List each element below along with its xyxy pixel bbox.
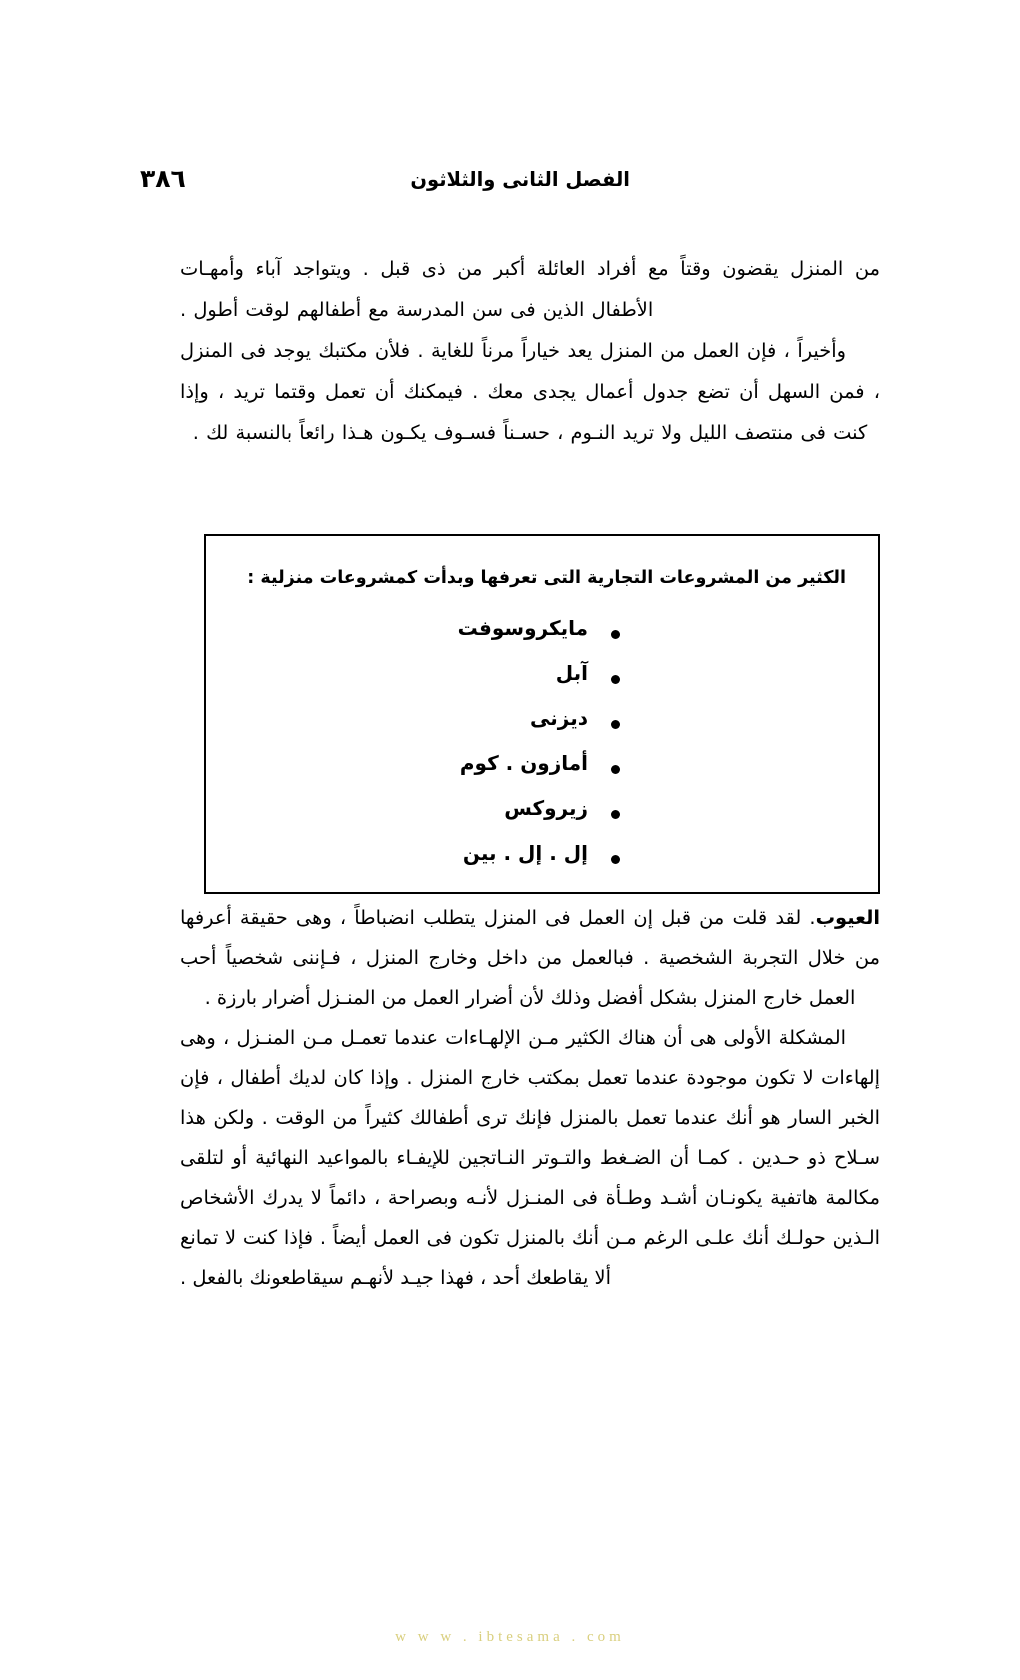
list-item — [206, 796, 878, 841]
list-item-label: آبل — [555, 661, 588, 685]
body-text-bottom — [180, 898, 880, 1298]
callout-box — [204, 534, 880, 894]
list-item — [206, 661, 878, 706]
list-item-label: مايكروسوفت — [457, 616, 588, 640]
list-item-label: زيروكس — [504, 796, 588, 820]
callout-company-list — [206, 616, 878, 886]
site-watermark: w w w . ibtesama . com — [395, 1629, 625, 1645]
paragraph-disadvantages-text: . لقد قلت من قبل إن العمل فى المنزل يتطلب انضباطاً ، وهى حقيقة أعرفها من خلال التجربة الشخصية . فبالعمل من داخل وخارج المنزل ، فـإننى شخصياً أحب العمل خارج المنزل بشكل أفضل وذلك لأن أضرار العمل من المنـزل أضرار بارزة . — [180, 906, 880, 1009]
paragraph-disadvantages — [180, 898, 880, 1018]
bullet-dot-icon — [611, 675, 620, 684]
body-text-top — [180, 248, 880, 453]
list-item — [206, 841, 878, 886]
list-item — [206, 706, 878, 751]
list-item-label: ديزنى — [530, 706, 588, 730]
paragraph-flexibility: وأخيراً ، فإن العمل من المنزل يعد خياراً مرناً للغاية . فلأن مكتبك يوجد فى المنزل ، فمن السهل أن تضع جدول أعمال يجدى معك . فيمكنك أن تعمل وقتما تريد ، وإذا كنت فى منتصف الليل ولا تريد النـوم ، حسـناً فسـوف يكـون هـذا رائعاً بالنسبة لك . — [180, 339, 880, 444]
list-item-label: إل . إل . بين — [462, 841, 588, 865]
bullet-dot-icon — [611, 810, 620, 819]
bullet-dot-icon — [611, 765, 620, 774]
page-number: ٣٨٦ — [140, 164, 186, 193]
callout-heading: الكثير من المشروعات التجارية التى تعرفها وبدأت كمشروعات منزلية : — [247, 568, 846, 588]
running-head — [140, 164, 880, 202]
section-label: العيوب — [815, 906, 880, 929]
list-item — [206, 751, 878, 796]
paragraph-continued: من المنزل يقضون وقتاً مع أفراد العائلة أكبر من ذى قبل . ويتواجد آباء وأمهـات الأطفال الذين فى سن المدرسة مع أطفالهم لوقت أطول . — [180, 257, 880, 321]
bullet-dot-icon — [611, 855, 620, 864]
bullet-dot-icon — [611, 720, 620, 729]
chapter-title: الفصل الثانى والثلاثون — [410, 168, 630, 191]
paragraph-distractions: المشكلة الأولى هى أن هناك الكثير مـن الإلهـاءات عندما تعمـل مـن المنـزل ، وهى إلهاءات لا تكون موجودة عندما تعمل بمكتب خارج المنزل . وإذا كان لديك أطفال ، فإن الخبر السار هو أنك عندما تعمل بالمنزل فإنك ترى أطفالك كثيراً من الوقت . ولكن هذا سـلاح ذو حـدين . كمـا أن الضـغط والتـوتر النـاتجين للإيفـاء بالمواعيد النهائية أو لتلقى مكالمة هاتفية يكونـان أشـد وطـأة فى المنـزل لأنـه وبصراحة ، دائماً لا يدرك الأشخاص الـذين حولـك أنك علـى الرغم مـن أنك بالمنزل تكون فى العمل أيضاً . فإذا كنت لا تمانع ألا يقاطعك أحد ، فهذا جيـد لأنهـم سيقاطعونك بالفعل . — [180, 1026, 880, 1289]
bullet-dot-icon — [611, 630, 620, 639]
list-item — [206, 616, 878, 661]
list-item-label: أمازون . كوم — [459, 751, 588, 775]
